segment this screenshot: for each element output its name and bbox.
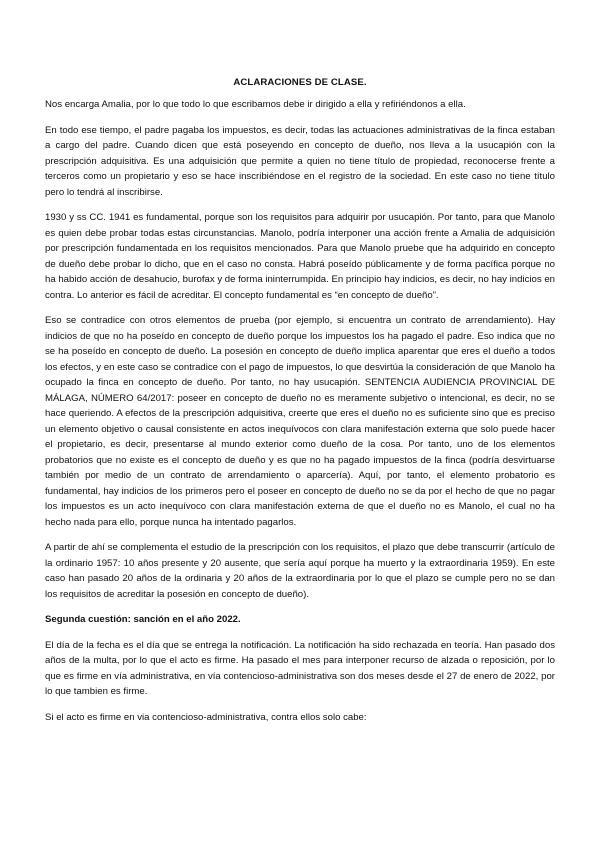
paragraph-intro: Nos encarga Amalia, por lo que todo lo que escribamos debe ir dirigido a ella y refiriéndonos a ella. [45, 99, 466, 110]
document-title: ACLARACIONES DE CLASE. [233, 77, 367, 88]
paragraph-contradicting-evidence: Eso se contradice con otros elementos de prueba (por ejemplo, si encuentra un contrato de arrendamiento). Hay indicios de que no ha poseído en concepto de dueño porque los impuestos los ha pagado el padre. Eso indica que no se ha poseído en concepto de dueño. La posesión en concepto de dueño implica aparentar que eres el dueño a todos los efectos, y en este caso se contradice con el pago de impuestos, lo que desvirtúa la consideración de que Manolo ha ocupado la finca en concepto de dueño. Por tanto, no hay usucapión. SENTENCIA AUDIENCIA PROVINCIAL DE MÁLAGA, NÚMERO 64/2017: poseer en concepto de dueño no es meramente subjetivo o intencional, es decir, no se hace queriendo. A efectos de la prescripción adquisitiva, creerte que eres el dueño no es suficiente sino que es preciso un elemento objetivo o causal consistente en actos inequívocos con clara manifestación externa que solo puede hacer el propietario, es decir, presentarse al mundo exterior como dueño de la cosa. Por tanto, uno de los elementos probatorios que no existe es el concepto de dueño y es que no ha pagado impuestos de la finca (podría desvirtuarse también por medio de un contrato de arrendamiento o aparcería). Aquí, por tanto, el elemento probatorio es fundamental, hay indicios de los primeros pero el poseer en concepto de dueño no se da por el hecho de que no pagar los impuestos es un acto inequívoco con clara manifestación externa de que el dueño no es Manolo, el cual no ha hecho nada para ello, porque nunca ha intentado pagarlos. [45, 315, 555, 528]
paragraph-usucapion-requirements: 1930 y ss CC. 1941 es fundamental, porque son los requisitos para adquirir por usucapión. Por tanto, para que Manolo es quien debe probar todas estas circunstancias. Manolo, podría interponer una acción frente a Amalia de adquisición por prescripción fundamentada en los requisitos mencionados. Para que Manolo pruebe que ha adquirido en concepto de dueño debe probar lo dicho, que en el caso no consta. Habrá poseído públicamente y de forma pacífica porque no ha habido acción de desahucio, burofax y de forma ininterrumpida. En principio hay indicios, es decir, no hay indicios en contra. Lo anterior es fácil de acreditar. El concepto fundamental es “en concepto de dueño”. [45, 212, 555, 301]
paragraph-notification: El día de la fecha es el día que se entrega la notificación. La notificación ha sido rechazada en teoría. Han pasado dos años de la multa, por lo que el acto es firme. Ha pasado el mes para interponer recurso de alzada o reposición, por lo que es firme en vía administrativa, en vía contencioso-administrativa son dos meses desde el 27 de enero de 2022, por lo que tambien es firme. [45, 639, 555, 697]
paragraph-prescription-term: A partir de ahí se complementa el estudio de la prescripción con los requisitos, el plazo que debe transcurrir (artículo de la ordinario 1957: 10 años presente y 20 ausente, que sería aquí porque ha muerto y la extraordinaria 1959). En este caso han pasado 20 años de la ordinaria y 20 años de la extraordinaria por lo que el plazo se cumple pero no se dan los requisitos de acreditar la posesión en concepto de dueño). [45, 542, 555, 600]
paragraph-tax-payments: En todo ese tiempo, el padre pagaba los impuestos, es decir, todas las actuaciones administrativas de la finca estaban a cargo del padre. Cuando dicen que está poseyendo en concepto de dueño, nos lleva a la usucapión con la prescripción adquisitiva. Es una adquisición que permite a quien no tiene título de propiedad, reconocerse frente a terceros como un propietario y eso se hace inscribiéndose en el registro de la sociedad. En este caso no tiene título pero lo tendrá al inscribirse. [45, 124, 555, 198]
section-heading: Segunda cuestión: sanción en el año 2022. [45, 614, 241, 625]
paragraph-firm-act: Si el acto es firme en via contencioso-administrativa, contra ellos solo cabe: [45, 711, 367, 723]
document-page [45, 76, 555, 735]
